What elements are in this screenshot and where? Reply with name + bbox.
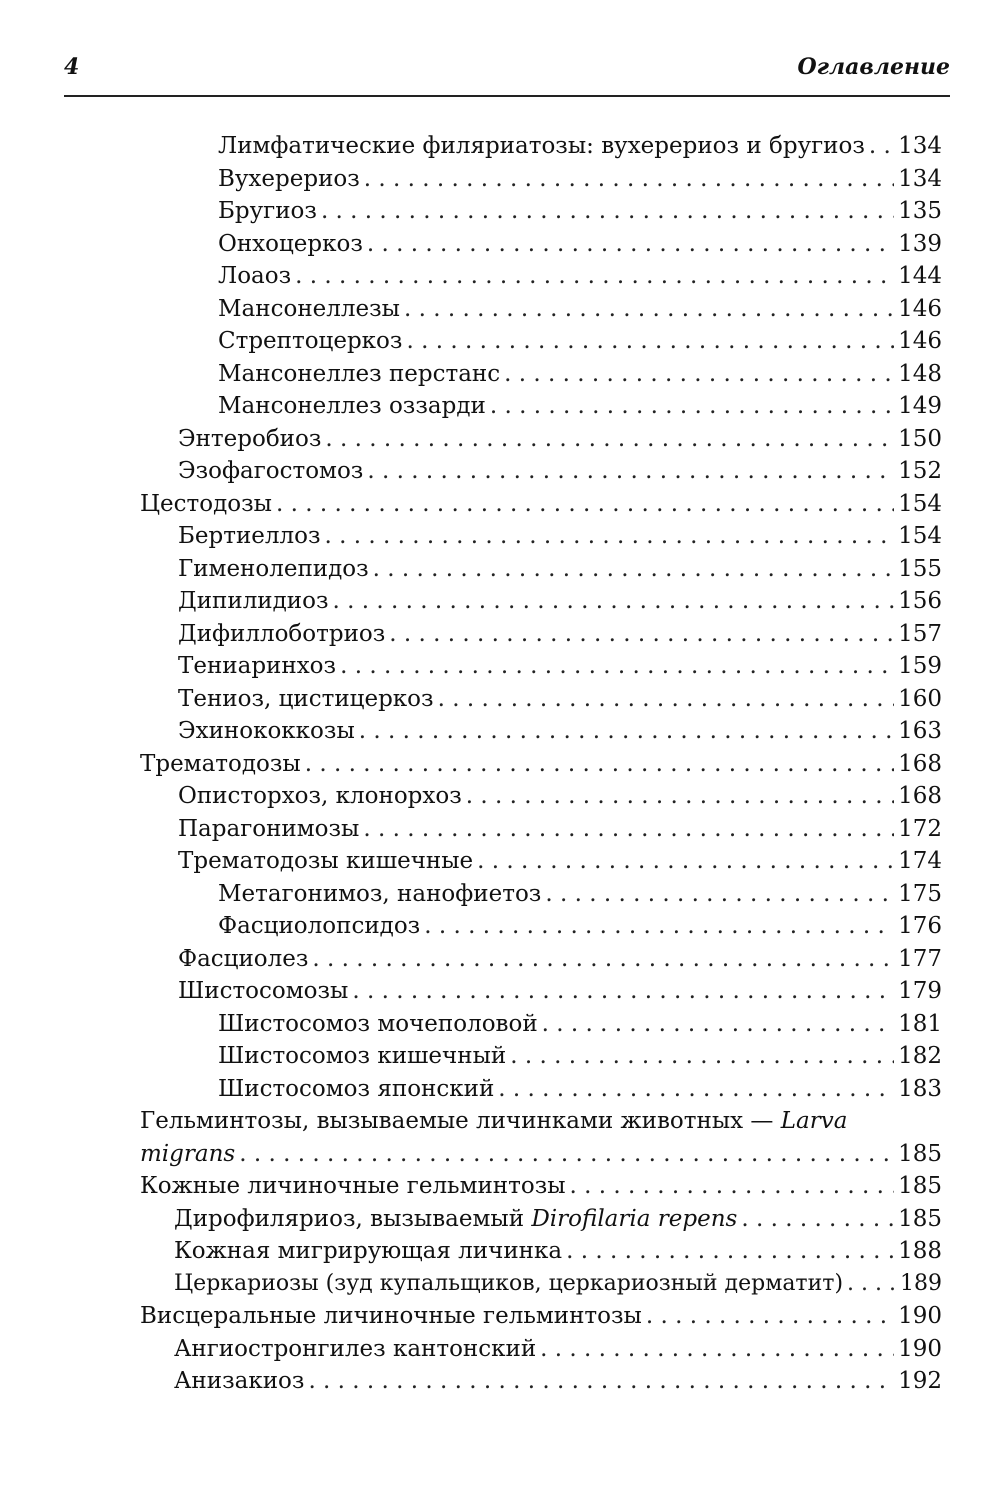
toc-entry-page: 185 [898,1173,942,1199]
toc-entry[interactable] [218,910,942,942]
dot-leader [477,845,894,877]
toc-entry[interactable] [174,1203,942,1235]
toc-entry-page: 185 [898,1205,942,1232]
toc-entry-page: 189 [900,1270,942,1296]
toc-entry-title: Бертиеллоз [178,523,321,549]
toc-entry[interactable] [218,260,942,292]
dot-leader [239,1138,894,1170]
dot-leader [276,488,894,520]
running-head-title: Оглавление [797,54,950,80]
toc-entry-title: Вухерериоз [218,165,360,192]
toc-entry-title: Гельминтозы, вызываемые личинками животных — [140,1108,774,1134]
toc-entry-page: 182 [898,1043,942,1069]
dot-leader [869,130,894,162]
dot-leader [406,325,894,357]
toc-entry-title: Описторхоз, клонорхоз [178,783,462,809]
toc-entry-page: 146 [898,328,942,354]
toc-entry[interactable] [174,1235,942,1267]
dot-leader [308,1365,894,1397]
toc-entry[interactable] [218,228,942,260]
dot-leader [404,293,894,325]
dot-leader [566,1235,894,1267]
toc-entry-title: Висцеральные личиночные гельминтозы [140,1303,642,1329]
toc-entry-title: Цестодозы [140,490,272,517]
dot-leader [359,715,894,747]
dot-leader [295,260,894,292]
toc-entry-page: 179 [898,978,942,1004]
toc-entry-wrapped-first-line[interactable] [140,1105,847,1137]
dot-leader [333,585,895,617]
toc-entry-page: 175 [898,880,942,907]
dot-leader [321,195,894,227]
toc-entry-page: 134 [898,133,942,159]
dot-leader [466,780,894,812]
toc-entry-page: 183 [898,1075,942,1102]
toc-entry[interactable] [178,683,942,715]
toc-entry[interactable] [178,423,942,455]
toc-entry-page: 154 [898,490,942,517]
toc-entry[interactable] [178,650,942,682]
toc-entry-page: 139 [898,230,942,257]
toc-entry-page: 172 [898,815,942,842]
toc-entry[interactable] [174,1365,942,1397]
toc-entry-title: Трематодозы кишечные [178,848,474,874]
toc-entry-page: 160 [898,685,942,712]
toc-entry-title-italic: Larva [780,1108,848,1134]
toc-entry[interactable] [178,618,942,650]
toc-entry-title: Мансонеллез перстанс [218,360,501,387]
dot-leader [490,390,894,422]
toc-entry-page: 150 [898,425,942,452]
toc-entry[interactable] [140,488,942,520]
toc-entry-title: Тениаринхоз [178,653,337,679]
toc-entry[interactable] [218,390,942,422]
toc-entry-title: Парагонимозы [178,815,360,842]
page-number: 4 [64,54,80,80]
dot-leader [363,813,894,845]
toc-entry-title: Мансонеллезы [218,295,400,322]
toc-entry-page: 188 [898,1238,942,1264]
dot-leader [510,1040,894,1072]
toc-entry[interactable] [178,715,942,747]
toc-entry-page: 190 [898,1303,942,1329]
toc-entry[interactable] [218,1073,942,1105]
dot-leader [424,910,894,942]
toc-entry[interactable] [178,780,942,812]
toc-entry-title: Лоаоз [218,263,292,289]
toc-entry-page: 190 [898,1335,942,1362]
toc-entry-page: 157 [898,620,942,647]
dot-leader [646,1300,894,1332]
toc-entry-title: Фасциолез [178,945,309,972]
dot-leader [545,878,894,910]
toc-entry-title: Шистосомоз японский [218,1075,495,1102]
dot-leader [847,1268,896,1300]
toc-entry-page: 144 [898,263,942,289]
toc-entry[interactable] [140,1170,942,1202]
dot-leader [367,455,894,487]
toc-entry-title: Кожная мигрирующая личинка [174,1238,563,1264]
toc-entry[interactable] [218,1008,942,1040]
toc-entry-page: 174 [898,848,942,874]
toc-entry-page: 146 [898,295,942,322]
toc-entry-title: Онхоцеркоз [218,230,363,257]
toc-entry-title: Энтеробиоз [178,425,322,452]
toc-entry-page: 155 [898,555,942,582]
toc-entry-title: Дирофиляриоз, вызываемый [174,1205,525,1232]
toc-entry-title: Дипилидиоз [178,588,329,614]
toc-entry[interactable] [218,358,942,390]
toc-entry-title-italic: Dirofilaria repens [531,1205,738,1232]
page-header [64,54,950,88]
toc-entry[interactable] [178,975,942,1007]
dot-leader [305,748,894,780]
toc-entry[interactable] [218,293,942,325]
toc-entry-page: 148 [898,360,942,387]
toc-entry-page: 154 [898,523,942,549]
toc-entry-page: 156 [898,588,942,614]
toc-entry-page: 181 [898,1010,942,1037]
toc-entry-title: Гименолепидоз [178,555,369,582]
dot-leader [367,228,894,260]
toc-entry[interactable] [178,553,942,585]
dot-leader [312,943,894,975]
toc-entry[interactable] [174,1268,942,1300]
toc-entry-title: Тениоз, цистицеркоз [178,685,434,712]
toc-entry-page: 192 [898,1368,942,1394]
toc-entry[interactable] [218,878,942,910]
toc-entry-title: Шистосомоз мочеполовой [218,1010,538,1037]
dot-leader [364,163,894,195]
dot-leader [325,520,895,552]
toc-entry[interactable] [178,520,942,552]
toc-entry-title: Бругиоз [218,198,317,224]
toc-entry[interactable] [218,1040,942,1072]
toc-entry-page: 185 [898,1140,942,1167]
dot-leader [438,683,895,715]
toc-entry[interactable] [218,163,942,195]
dot-leader [570,1170,895,1202]
dot-leader [540,1333,894,1365]
toc-entry-page: 177 [898,945,942,972]
dot-leader [498,1073,894,1105]
toc-entry-page: 159 [898,653,942,679]
toc-entry-title: Эхинококкозы [178,718,355,744]
toc-entry-title: Дифиллоботриоз [178,620,386,647]
toc-entry-title: Метагонимоз, нанофиетоз [218,880,542,907]
dot-leader [504,358,894,390]
toc-entry-page: 149 [898,393,942,419]
toc-entry-page: 152 [898,458,942,484]
toc-entry[interactable] [140,1138,942,1170]
toc-entry-page: 168 [898,783,942,809]
toc-entry-title: Лимфатические филяриатозы: вухерериоз и бругиоз [218,133,865,159]
toc-entry[interactable] [218,195,942,227]
dot-leader [373,553,894,585]
dot-leader [542,1008,894,1040]
dot-leader [340,650,894,682]
dot-leader [325,423,894,455]
toc-entry[interactable] [178,845,942,877]
toc-entry-page: 135 [898,198,942,224]
toc-entry-title: Кожные личиночные гельминтозы [140,1173,566,1199]
toc-entry[interactable] [178,585,942,617]
toc-entry-title-italic: migrans [140,1140,236,1167]
toc-entry-page: 176 [898,913,942,939]
header-divider [64,95,950,97]
toc-entry-title: Мансонеллез оззарди [218,393,486,419]
toc-entry-page: 163 [898,718,942,744]
toc-entry-title: Анизакиоз [174,1368,305,1394]
toc-entry-page: 168 [898,750,942,777]
toc-entry[interactable] [218,325,942,357]
toc-entry-title: Стрептоцеркоз [218,328,403,354]
toc-entry-title: Шистосомозы [178,978,349,1004]
toc-entry-page: 134 [898,165,942,192]
toc-entry[interactable] [140,1300,942,1332]
toc-entry[interactable] [218,130,942,162]
toc-entry-title: Ангиостронгилез кантонский [174,1335,537,1362]
toc-entry-title: Шистосомоз кишечный [218,1043,507,1069]
toc-entry-title-group [174,1203,737,1235]
toc-entry[interactable] [140,748,942,780]
toc-entry-title: Фасциолопсидоз [218,913,421,939]
toc-entry[interactable] [174,1333,942,1365]
toc-entry[interactable] [178,943,942,975]
toc-entry[interactable] [178,813,942,845]
dot-leader [389,618,894,650]
toc-entry[interactable] [178,455,942,487]
dot-leader [352,975,894,1007]
toc-entry-title: Трематодозы [140,750,301,777]
toc-entry-title: Церкариозы (зуд купальщиков, церкариозный дерматит) [174,1270,844,1296]
toc-entry-title: Эзофагостомоз [178,458,364,484]
dot-leader [741,1203,894,1235]
